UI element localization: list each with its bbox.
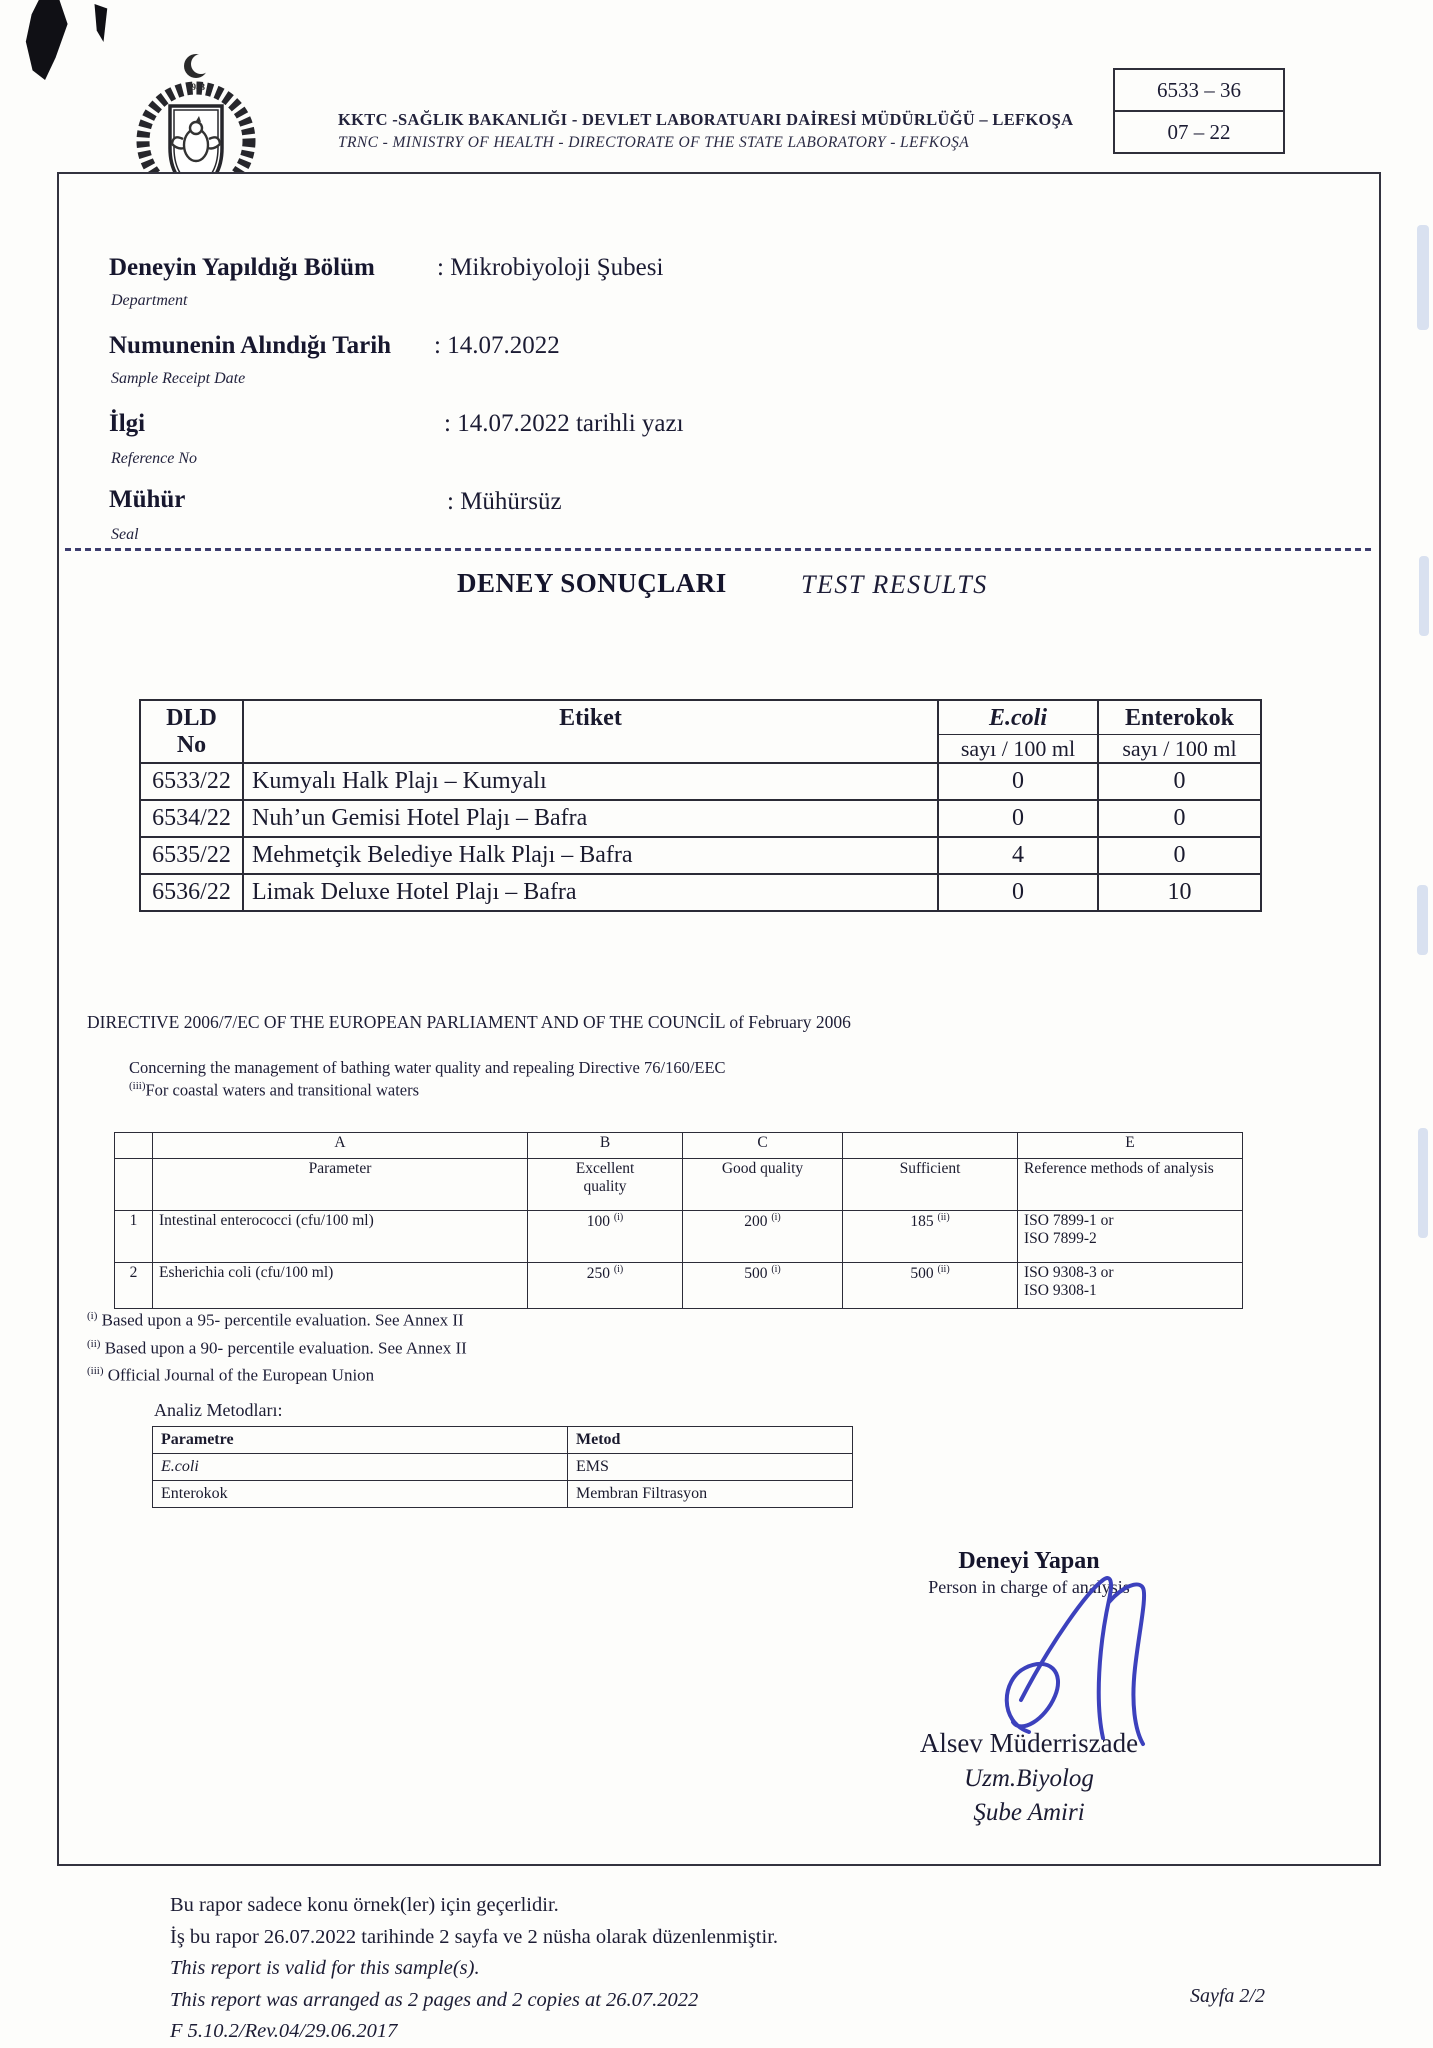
field-sublabel-seal: Seal — [111, 526, 139, 543]
cell-sup: (i) — [771, 1212, 781, 1223]
cell-good — [683, 1263, 843, 1309]
col-header-dld — [140, 700, 243, 763]
field-value-department: : Mikrobiyoloji Şubesi — [437, 254, 664, 281]
letter-cell: E — [1018, 1133, 1243, 1159]
cell-sufficient — [843, 1263, 1018, 1309]
cell-etiket: Limak Deluxe Hotel Plajı – Bafra — [243, 874, 938, 911]
report-body-frame — [57, 172, 1381, 1866]
org-name-english: TRNC - MINISTRY OF HEALTH - DIRECTORATE OF THE STATE LABORATORY - LEFKOŞA — [338, 134, 970, 151]
cell-sup: (i) — [613, 1264, 624, 1275]
handwritten-signature — [991, 1572, 1181, 1762]
directive-line3-text: For coastal waters and transitional waters — [145, 1080, 420, 1100]
signature-subheading: Person in charge of analysis — [928, 1577, 1130, 1597]
footnote-marker: (iii) — [87, 1365, 104, 1378]
col-header-ecoli-name: E.coli — [989, 705, 1047, 731]
col-header-parametre: Parametre — [153, 1427, 568, 1454]
field-label-seal: Mühür — [109, 486, 186, 513]
cell-sup: (ii) — [937, 1264, 950, 1275]
field-sublabel-reference: Reference No — [111, 450, 198, 467]
results-row — [140, 800, 1261, 837]
ref-method-line: ISO 7899-1 or — [1024, 1212, 1114, 1229]
col-header-etiket-label: Etiket — [559, 705, 622, 731]
crescent-icon — [184, 54, 208, 78]
header-cell-parameter: Parameter — [153, 1159, 528, 1211]
results-table — [139, 699, 1262, 912]
directive-row — [115, 1263, 1243, 1309]
field-value-receipt-date: : 14.07.2022 — [434, 332, 560, 359]
col-header-ecoli-unit: sayı / 100 ml — [939, 734, 1097, 762]
cell-ecoli: 4 — [938, 837, 1098, 874]
footer-line: İş bu rapor 26.07.2022 tarihinde 2 sayfa ve 2 nüsha olarak düzenlenmiştir. — [170, 1925, 779, 1948]
cell-ecoli: 0 — [938, 800, 1098, 837]
analysis-row — [153, 1481, 853, 1508]
results-header-row — [140, 700, 1261, 763]
cell-sufficient — [843, 1211, 1018, 1263]
results-title-english: TEST RESULTS — [801, 570, 988, 599]
field-sublabel-receipt-date: Sample Receipt Date — [111, 370, 246, 387]
letter-cell: C — [683, 1133, 843, 1159]
directive-table — [114, 1132, 1243, 1309]
scan-artifact — [1418, 1128, 1428, 1238]
field-label-receipt-date: Numunenin Alındığı Tarih — [109, 332, 392, 359]
report-number-box — [1113, 68, 1285, 154]
footer-line: Bu rapor sadece konu örnek(ler) için geçerlidir. — [170, 1894, 559, 1916]
report-number-bottom: 07 – 22 — [1115, 110, 1283, 152]
signer-title-1: Uzm.Biyolog — [964, 1765, 1094, 1792]
cell-etiket: Kumyalı Halk Plajı – Kumyalı — [243, 763, 938, 800]
analysis-header-row — [153, 1427, 853, 1454]
page-number: Sayfa 2/2 — [1190, 1985, 1265, 2007]
footnote-text: Based upon a 95- percentile evaluation. See Annex II — [101, 1310, 464, 1330]
letter-cell — [115, 1133, 153, 1159]
scan-artifact — [1419, 556, 1429, 636]
footnote-text: Official Journal of the European Union — [107, 1365, 375, 1385]
cell-etiket: Nuh’un Gemisi Hotel Plajı – Bafra — [243, 800, 938, 837]
footnote-marker: (ii) — [87, 1337, 101, 1350]
cell-enterokok: 10 — [1098, 874, 1261, 911]
cell-ecoli: 0 — [938, 874, 1098, 911]
header-cell — [115, 1159, 153, 1211]
cell-value: 185 — [910, 1213, 934, 1231]
col-header-ecoli — [938, 700, 1098, 763]
analysis-row — [153, 1454, 853, 1481]
cell-sup: (i) — [771, 1264, 781, 1275]
results-row — [140, 763, 1261, 800]
header-cell-excellent-text: Excellent quality — [575, 1160, 635, 1195]
field-label-department: Deneyin Yapıldığı Bölüm — [109, 254, 375, 281]
cell-enterokok: 0 — [1098, 800, 1261, 837]
results-row — [140, 837, 1261, 874]
cell-parameter: Esherichia coli (cfu/100 ml) — [153, 1263, 528, 1309]
cell-dld: 6534/22 — [140, 800, 243, 837]
cell-dld: 6536/22 — [140, 874, 243, 911]
cell-parametre: E.coli — [153, 1454, 568, 1481]
cell-parameter: Intestinal enterococci (cfu/100 ml) — [153, 1211, 528, 1263]
header-cell-sufficient: Sufficient — [843, 1159, 1018, 1211]
cell-value: 500 — [910, 1265, 934, 1283]
ink-smudge-small — [93, 4, 108, 42]
cell-dld: 6535/22 — [140, 837, 243, 874]
cell-parametre: Enterokok — [153, 1481, 568, 1508]
ref-method-line: ISO 9308-3 or — [1024, 1264, 1114, 1281]
cell-sup: (ii) — [937, 1212, 950, 1223]
field-label-reference: İlgi — [109, 410, 146, 437]
header-cell-reference-methods: Reference methods of analysis — [1018, 1159, 1243, 1211]
cell-reference-methods — [1018, 1211, 1243, 1263]
dashed-divider — [65, 548, 1373, 551]
directive-title: DIRECTIVE 2006/7/EC OF THE EUROPEAN PARLIAMENT AND OF THE COUNCİL of February 2006 — [87, 1012, 851, 1032]
cell-enterokok: 0 — [1098, 837, 1261, 874]
header-cell-excellent — [528, 1159, 683, 1211]
directive-letter-row — [115, 1133, 1243, 1159]
footnote — [87, 1365, 467, 1386]
scan-artifact — [1417, 885, 1428, 955]
cell-num: 1 — [115, 1211, 153, 1263]
cell-excellent — [528, 1211, 683, 1263]
field-value-reference: : 14.07.2022 tarihli yazı — [444, 410, 684, 437]
field-sublabel-department: Department — [111, 292, 188, 309]
directive-line3 — [129, 1080, 419, 1101]
signature-block — [829, 1548, 1229, 1827]
signer-title-2: Şube Amiri — [973, 1799, 1085, 1826]
cell-value: 500 — [744, 1265, 768, 1283]
col-header-enterokok-unit: sayı / 100 ml — [1099, 734, 1260, 762]
cell-reference-methods — [1018, 1263, 1243, 1309]
footnote-text: Based upon a 90- percentile evaluation. See Annex II — [104, 1338, 467, 1358]
analysis-methods-table — [152, 1426, 853, 1508]
signature-heading: Deneyi Yapan — [958, 1548, 1100, 1574]
footnote — [87, 1310, 467, 1331]
cell-metod: EMS — [568, 1454, 853, 1481]
footnote-marker: (iii) — [129, 1080, 146, 1092]
ref-method-line: ISO 7899-2 — [1024, 1230, 1097, 1247]
results-title-turkish: DENEY SONUÇLARI — [457, 568, 727, 598]
ink-smudge-large — [22, 0, 70, 80]
col-header-etiket — [243, 700, 938, 763]
emblem-year: 1983 — [187, 82, 205, 92]
cell-excellent — [528, 1263, 683, 1309]
footer-line: This report is valid for this sample(s). — [170, 1957, 480, 1979]
scan-artifact — [1417, 225, 1429, 330]
org-name-turkish: KKTC -SAĞLIK BAKANLIĞI - DEVLET LABORATUARI DAİRESİ MÜDÜRLÜĞÜ – LEFKOŞA — [338, 110, 1074, 129]
footer-line: This report was arranged as 2 pages and 2 copies at 26.07.2022 — [170, 1988, 699, 2011]
cell-good — [683, 1211, 843, 1263]
directive-line2: Concerning the management of bathing water quality and repealing Directive 76/160/EEC — [129, 1058, 726, 1077]
directive-header-row — [115, 1159, 1243, 1211]
results-row — [140, 874, 1261, 911]
cell-sup: (i) — [613, 1212, 624, 1223]
cell-value: 100 — [586, 1213, 610, 1231]
letter-cell: A — [153, 1133, 528, 1159]
footnote-marker: (i) — [87, 1310, 98, 1322]
analysis-methods-title: Analiz Metodları: — [154, 1400, 283, 1420]
report-footer — [170, 1890, 1070, 2048]
cell-etiket: Mehmetçik Belediye Halk Plajı – Bafra — [243, 837, 938, 874]
footnotes — [87, 1310, 467, 1393]
cell-value: 250 — [586, 1265, 610, 1283]
cell-metod: Membran Filtrasyon — [568, 1481, 853, 1508]
col-header-metod: Metod — [568, 1427, 853, 1454]
cell-dld: 6533/22 — [140, 763, 243, 800]
col-header-enterokok — [1098, 700, 1261, 763]
letter-cell — [843, 1133, 1018, 1159]
field-value-seal: : Mühürsüz — [447, 488, 562, 515]
cell-enterokok: 0 — [1098, 763, 1261, 800]
col-header-enterokok-name: Enterokok — [1125, 705, 1234, 731]
ref-method-line: ISO 9308-1 — [1024, 1282, 1097, 1299]
letter-cell: B — [528, 1133, 683, 1159]
cell-ecoli: 0 — [938, 763, 1098, 800]
directive-row — [115, 1211, 1243, 1263]
cell-num: 2 — [115, 1263, 153, 1309]
footer-form-code: F 5.10.2/Rev.04/29.06.2017 — [170, 2020, 398, 2042]
org-header — [338, 110, 1108, 152]
signer-name: Alsev Müderriszade — [919, 1728, 1139, 1758]
cell-value: 200 — [744, 1213, 768, 1231]
col-header-dld-label: DLD No — [166, 705, 217, 758]
header-cell-good: Good quality — [683, 1159, 843, 1211]
footnote — [87, 1338, 467, 1359]
report-number-top: 6533 – 36 — [1157, 78, 1241, 102]
